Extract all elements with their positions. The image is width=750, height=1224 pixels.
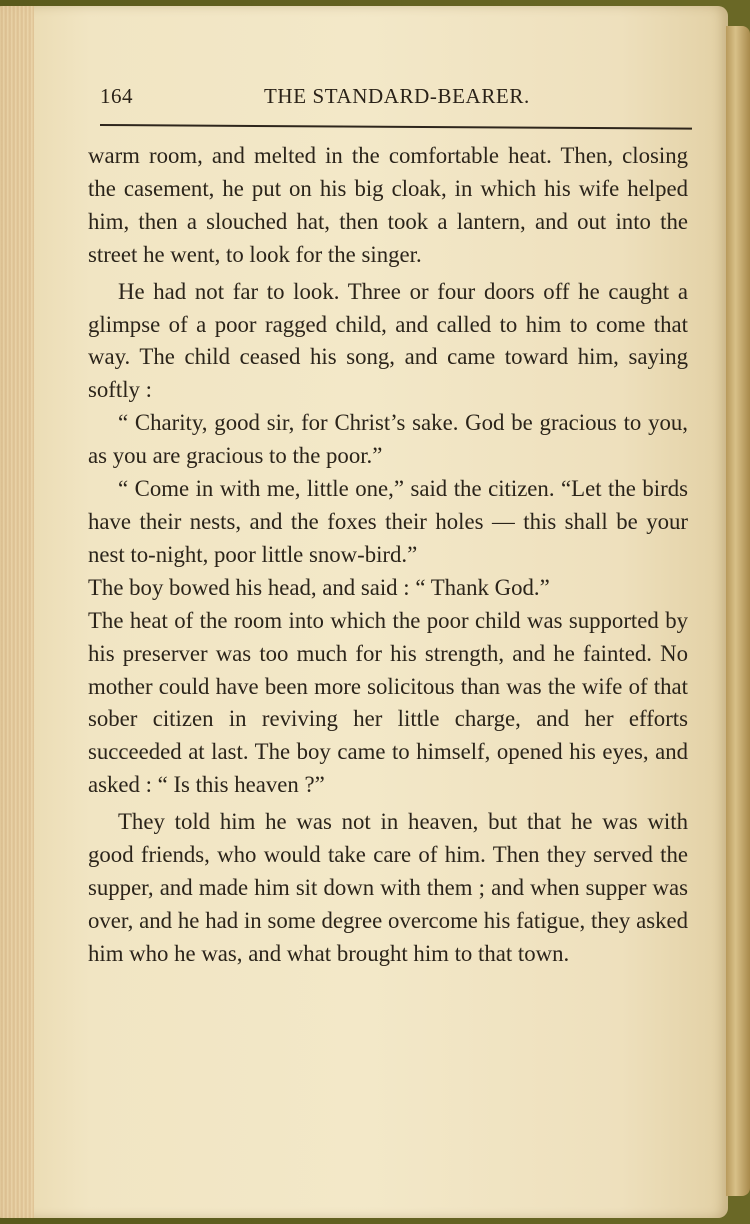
page-gutter: [0, 6, 34, 1218]
paragraph: He had not far to look. Three or four doors off he caught a glimpse of a poor ragged child, and called to him to come that way. The child ceased his song, and came toward him, saying softly :: [88, 278, 688, 403]
paragraph: warm room, and melted in the comfortable heat. Then, closing the casement, he put on his big cloak, in which his wife helped him, then a slouched hat, then took a lantern, and out into the street he went, to look for the singer.: [88, 143, 688, 267]
paragraph: “ Charity, good sir, for Christ’s sake. God be gracious to you, as you are gracious to the poor.”: [88, 410, 688, 469]
page-fore-edge: [726, 26, 750, 1196]
page-header: [100, 84, 690, 114]
running-title: THE STANDARD-BEARER.: [264, 84, 530, 108]
paragraph: They told him he was not in heaven, but that he was with good friends, who would take care of him. Then they served the supper, and made him sit down with them ; and when supper was over, and he had in some degree overcome his fatigue, they asked him who he was, and what brought him to that town.: [88, 809, 688, 966]
page-number: 164: [100, 84, 133, 108]
paragraph: The heat of the room into which the poor child was supported by his preserver was too much for his strength, and he fainted. No mother could have been more solicitous than was the wife of that sober citizen in reviving her little charge, and her efforts succeeded at last. The boy came to himself, opened his eyes, and asked : “ Is this heaven ?”: [88, 607, 688, 798]
paragraph: “ Come in with me, little one,” said the citizen. “Let the birds have their nests, and the foxes their holes — this shall be your nest to-night, poor little snow-bird.”: [88, 476, 688, 567]
paragraph: The boy bowed his head, and said : “ Thank God.”: [88, 574, 550, 600]
body-text: [88, 140, 688, 971]
